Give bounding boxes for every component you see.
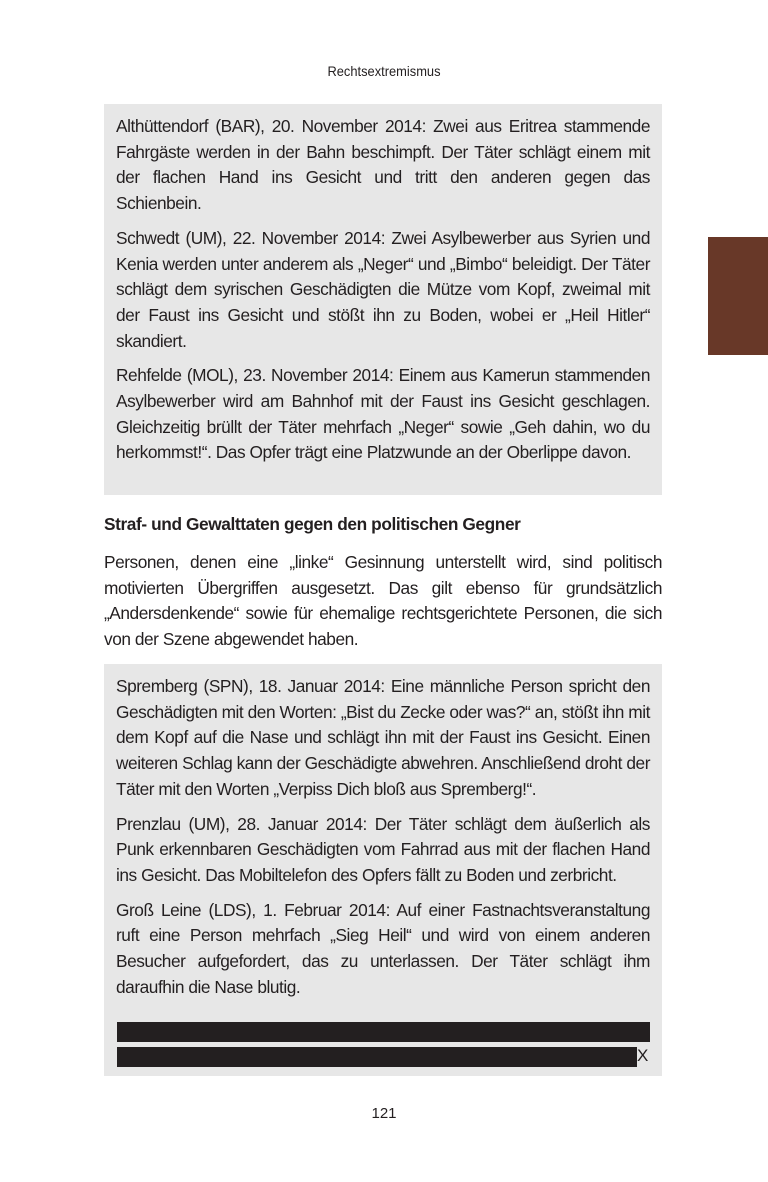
page-number: 121 bbox=[371, 1105, 397, 1122]
incident-paragraph: Groß Leine (LDS), 1. Februar 2014: Auf einer Fastnachtsveranstaltung ruft eine Person mehrfach „Sieg Heil“ und wird von einem anderen Besucher aufgefordert, das zu unterlassen. Der Täter schlägt ihm daraufhin die Nase blutig. bbox=[116, 899, 650, 997]
incident-box-2 bbox=[104, 664, 662, 1076]
incident-paragraph: Prenzlau (UM), 28. Januar 2014: Der Täter schlägt dem äußerlich als Punk erkennbaren Geschädigten vom Fahrrad aus mit der flachen Hand ins Gesicht. Das Mobiltelefon des Opfers fällt zu Boden und zerbricht. bbox=[116, 813, 650, 885]
incident-paragraph: Schwedt (UM), 22. November 2014: Zwei Asylbewerber aus Syrien und Kenia werden unter anderem als „Neger“ und „Bimbo“ beleidigt. Der Täter schlägt dem syrischen Geschädigten die Mütze vom Kopf, zweimal mit der Faust ins Gesicht und stößt ihn zu Boden, wobei er „Heil Hitler“ skandiert. bbox=[116, 227, 650, 351]
redaction-bar bbox=[117, 1047, 637, 1067]
incident-box-1 bbox=[104, 104, 662, 495]
incident-paragraph: Althüttendorf (BAR), 20. November 2014: Zwei aus Eritrea stammende Fahrgäste werden in der Bahn beschimpft. Der Täter schlägt einem mit der flachen Hand ins Gesicht und tritt den anderen gegen das Schienbein. bbox=[116, 116, 650, 214]
section-intro: Personen, denen eine „linke“ Gesinnung unterstellt wird, sind politisch motivierten Übergriffen ausgesetzt. Das gilt ebenso für grundsätzlich „Andersdenkende“ sowie für ehemalige rechtsgerichtete Personen, die sich von der Szene abgewendet haben. bbox=[104, 552, 662, 650]
chapter-thumb-tab bbox=[708, 237, 768, 355]
incident-paragraph: Rehfelde (MOL), 23. November 2014: Einem aus Kamerun stammenden Asylbewerber wird am Bahnhof mit der Faust ins Gesicht geschlagen. Gleichzeitig brüllt der Täter mehrfach „Neger“ sowie „Geh dahin, wo du herkommst!“. Das Opfer trägt eine Platzwunde an der Oberlippe davon. bbox=[116, 365, 650, 463]
incident-paragraph: Spremberg (SPN), 18. Januar 2014: Eine männliche Person spricht den Geschädigten mit den Worten: „Bist du Zecke oder was?“ an, stößt ihn mit dem Kopf auf die Nase und schlägt ihn mit der Faust ins Gesicht. Einen weiteren Schlag kann der Geschädigte abwehren. Anschließend droht der Täter mit den Worten „Verpiss Dich bloß aus Spremberg!“. bbox=[116, 676, 650, 799]
section-heading: Straf- und Gewalttaten gegen den politischen Gegner bbox=[104, 514, 521, 534]
running-title: Rechtsextremismus bbox=[327, 63, 441, 79]
redaction-bar bbox=[117, 1022, 650, 1042]
redaction-trailing-char: X bbox=[637, 1046, 649, 1065]
